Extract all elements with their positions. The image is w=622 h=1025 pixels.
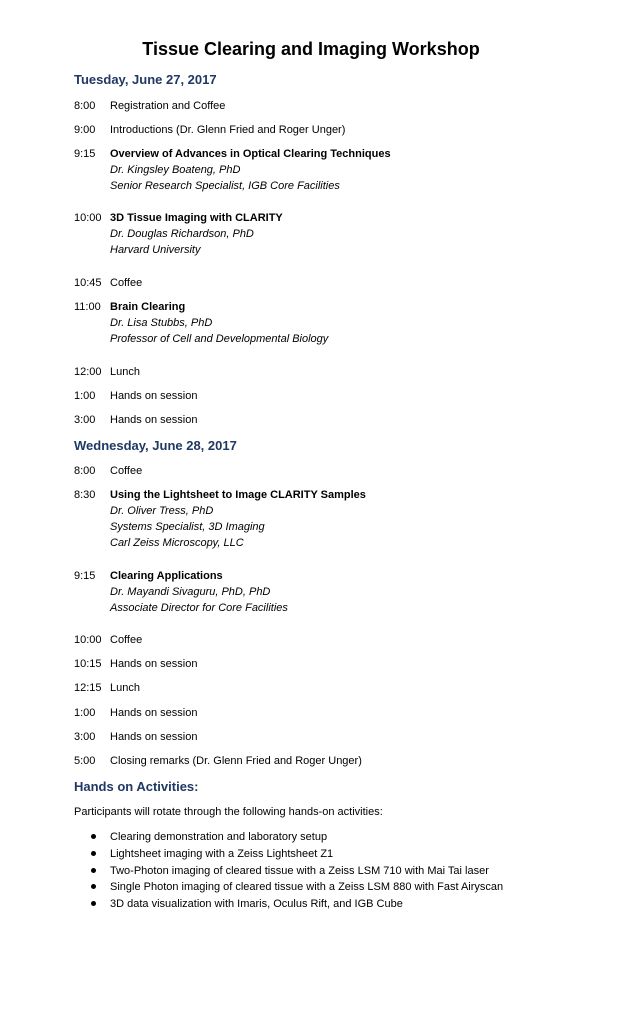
speaker-affiliation: Senior Research Specialist, IGB Core Facilities bbox=[110, 180, 340, 192]
speaker-affiliation: Harvard University bbox=[110, 244, 201, 256]
speaker-affiliation: Associate Director for Core Facilities bbox=[110, 602, 288, 614]
item-text: Coffee bbox=[110, 634, 143, 646]
item-text: Coffee bbox=[110, 465, 143, 477]
item-time: 8:00 bbox=[74, 465, 96, 477]
speaker-name: Dr. Mayandi Sivaguru, PhD, PhD bbox=[110, 586, 271, 598]
item-time: 8:30 bbox=[74, 489, 96, 501]
item-time: 1:00 bbox=[74, 390, 96, 402]
session-title: 3D Tissue Imaging with CLARITY bbox=[110, 212, 283, 224]
item-time: 3:00 bbox=[74, 414, 96, 426]
item-time: 9:15 bbox=[74, 148, 96, 160]
item-text: Hands on session bbox=[110, 707, 198, 719]
activities-intro: Participants will rotate through the following hands-on activities: bbox=[74, 806, 383, 818]
activity-text: Clearing demonstration and laboratory setup bbox=[110, 831, 328, 843]
bullet-icon bbox=[91, 851, 96, 856]
item-time: 11:00 bbox=[74, 301, 101, 313]
item-text: Hands on session bbox=[110, 731, 198, 743]
bullet-icon bbox=[91, 901, 96, 906]
speaker-name: Dr. Kingsley Boateng, PhD bbox=[110, 164, 241, 176]
day2-heading: Wednesday, June 28, 2017 bbox=[74, 438, 237, 453]
item-time: 10:00 bbox=[74, 212, 102, 224]
item-text: Coffee bbox=[110, 277, 143, 289]
item-time: 1:00 bbox=[74, 707, 96, 719]
item-text: Closing remarks (Dr. Glenn Fried and Roger Unger) bbox=[110, 755, 362, 767]
item-time: 9:00 bbox=[74, 124, 96, 136]
speaker-name: Dr. Oliver Tress, PhD bbox=[110, 505, 214, 517]
item-time: 9:15 bbox=[74, 570, 96, 582]
activity-text: Lightsheet imaging with a Zeiss Lightsheet Z1 bbox=[110, 848, 334, 860]
item-text: Lunch bbox=[110, 366, 140, 378]
activity-text: 3D data visualization with Imaris, Oculus Rift, and IGB Cube bbox=[110, 898, 403, 910]
item-text: Introductions (Dr. Glenn Fried and Roger Unger) bbox=[110, 124, 346, 136]
speaker-affiliation: Professor of Cell and Developmental Biology bbox=[110, 333, 329, 345]
session-title: Using the Lightsheet to Image CLARITY Samples bbox=[110, 489, 366, 501]
activities-heading: Hands on Activities: bbox=[74, 779, 199, 794]
session-title: Overview of Advances in Optical Clearing Techniques bbox=[110, 148, 391, 160]
bullet-icon bbox=[91, 884, 96, 889]
item-time: 8:00 bbox=[74, 100, 96, 112]
item-time: 5:00 bbox=[74, 755, 96, 767]
item-time: 3:00 bbox=[74, 731, 96, 743]
speaker-role: Systems Specialist, 3D Imaging bbox=[110, 521, 265, 533]
speaker-name: Dr. Lisa Stubbs, PhD bbox=[110, 317, 213, 329]
item-text: Registration and Coffee bbox=[110, 100, 226, 112]
item-time: 12:00 bbox=[74, 366, 102, 378]
bullet-icon bbox=[91, 868, 96, 873]
day1-heading: Tuesday, June 27, 2017 bbox=[74, 72, 217, 87]
activity-text: Single Photon imaging of cleared tissue with a Zeiss LSM 880 with Fast Airyscan bbox=[110, 881, 504, 893]
bullet-icon bbox=[91, 834, 96, 839]
item-time: 10:00 bbox=[74, 634, 102, 646]
item-text: Lunch bbox=[110, 682, 140, 694]
session-title: Brain Clearing bbox=[110, 301, 186, 313]
speaker-affiliation: Carl Zeiss Microscopy, LLC bbox=[110, 537, 244, 549]
item-time: 10:15 bbox=[74, 658, 102, 670]
item-text: Hands on session bbox=[110, 390, 198, 402]
item-text: Hands on session bbox=[110, 658, 198, 670]
item-time: 12:15 bbox=[74, 682, 102, 694]
session-title: Clearing Applications bbox=[110, 570, 223, 582]
speaker-name: Dr. Douglas Richardson, PhD bbox=[110, 228, 254, 240]
activity-text: Two-Photon imaging of cleared tissue with a Zeiss LSM 710 with Mai Tai laser bbox=[110, 865, 489, 877]
page-title: Tissue Clearing and Imaging Workshop bbox=[142, 39, 480, 59]
item-text: Hands on session bbox=[110, 414, 198, 426]
item-time: 10:45 bbox=[74, 277, 102, 289]
